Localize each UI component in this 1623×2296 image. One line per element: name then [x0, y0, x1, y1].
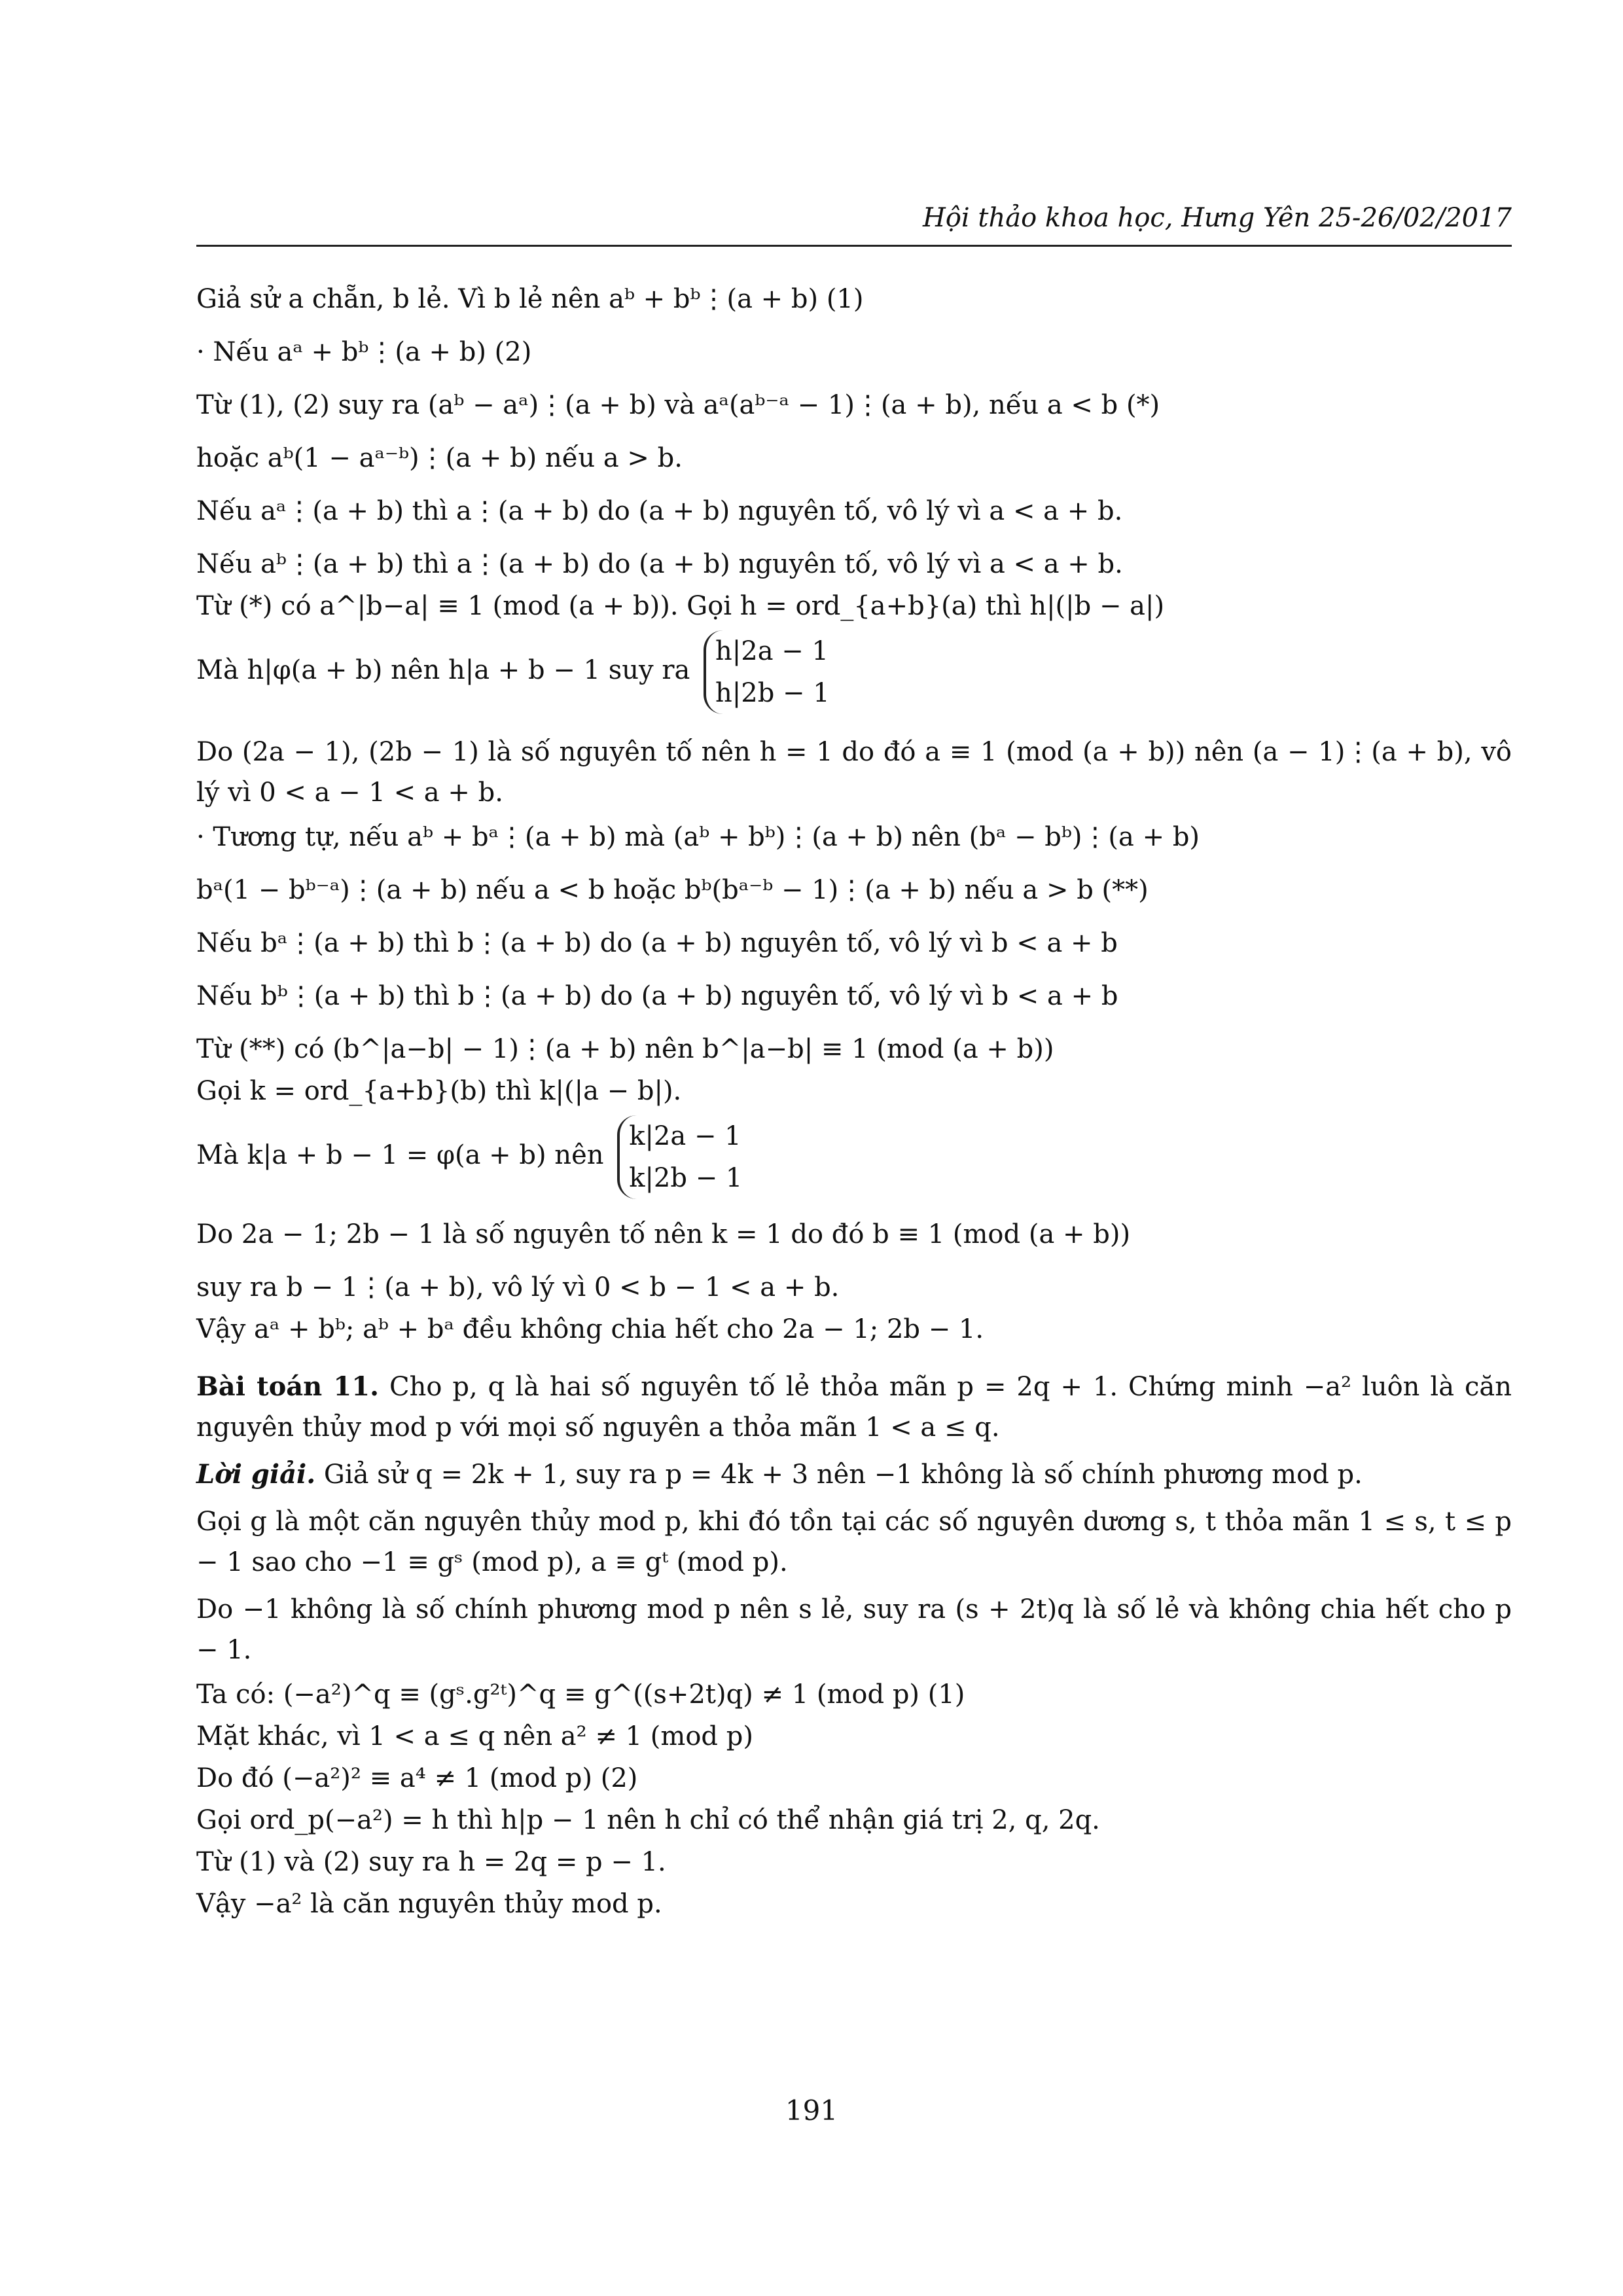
proof-line: hoặc aᵇ(1 − aᵃ⁻ᵇ)⋮(a + b) nếu a > b. [196, 443, 683, 473]
proof-line: · Tương tự, nếu aᵇ + bᵃ⋮(a + b) mà (aᵇ + bᵇ)⋮(a + b) nên (bᵃ − bᵇ)⋮(a + b) [196, 822, 1200, 852]
equation-system [704, 630, 830, 714]
proof-line: Từ (**) có (b^|a−b| − 1)⋮(a + b) nên b^|a−b| ≡ 1 (mod (a + b)) [196, 1034, 1054, 1064]
solution-line: Vậy −a² là căn nguyên thủy mod p. [196, 1889, 662, 1919]
system-row: h|2a − 1 [715, 636, 829, 666]
system-lead: Mà h|φ(a + b) nên h|a + b − 1 suy ra [196, 655, 690, 685]
system-row: h|2b − 1 [715, 678, 830, 708]
system-lead: Mà k|a + b − 1 = φ(a + b) nên [196, 1140, 604, 1170]
proof-line: Vậy aᵃ + bᵇ; aᵇ + bᵃ đều không chia hết cho 2a − 1; 2b − 1. [196, 1314, 984, 1344]
proof-line: bᵃ(1 − bᵇ⁻ᵃ)⋮(a + b) nếu a < b hoặc bᵇ(bᵃ⁻ᵇ − 1)⋮(a + b) nếu a > b (**) [196, 875, 1149, 905]
problem-statement [196, 1367, 1512, 1448]
proof-line: suy ra b − 1⋮(a + b), vô lý vì 0 < b − 1 < a + b. [196, 1272, 840, 1302]
proof-line: Nếu bᵃ⋮(a + b) thì b⋮(a + b) do (a + b) nguyên tố, vô lý vì b < a + b [196, 928, 1118, 958]
page-body [196, 281, 1512, 1928]
proof-line: Giả sử a chẵn, b lẻ. Vì b lẻ nên aᵇ + bᵇ⋮(a + b) (1) [196, 284, 864, 314]
proof-line: Nếu bᵇ⋮(a + b) thì b⋮(a + b) do (a + b) nguyên tố, vô lý vì b < a + b [196, 981, 1118, 1011]
solution-line: Do −1 không là số chính phương mod p nên s lẻ, suy ra (s + 2t)q là số lẻ và không chia hết cho p − 1. [196, 1594, 1512, 1665]
solution-text: Giả sử q = 2k + 1, suy ra p = 4k + 3 nên −1 không là số chính phương mod p. [323, 1460, 1363, 1490]
solution-line [196, 1454, 1512, 1495]
proof-line: · Nếu aᵃ + bᵇ⋮(a + b) (2) [196, 337, 532, 367]
system-line [196, 630, 1512, 714]
running-header: Hội thảo khoa học, Hưng Yên 25-26/02/2017 [922, 203, 1512, 233]
proof-line: Từ (*) có a^|b−a| ≡ 1 (mod (a + b)). Gọi h = ord_{a+b}(a) thì h|(|b − a|) [196, 591, 1165, 621]
page-number: 191 [785, 2094, 838, 2126]
problem-text: Cho p, q là hai số nguyên tố lẻ thỏa mãn p = 2q + 1. Chứng minh −a² luôn là căn nguyên thủy mod p với mọi số nguyên a thỏa mãn 1 < a ≤ q. [196, 1372, 1512, 1443]
solution-line: Từ (1) và (2) suy ra h = 2q = p − 1. [196, 1847, 666, 1877]
system-line [196, 1115, 1512, 1199]
solution-line: Mặt khác, vì 1 < a ≤ q nên a² ≠ 1 (mod p) [196, 1721, 753, 1751]
proof-paragraph: Do (2a − 1), (2b − 1) là số nguyên tố nên h = 1 do đó a ≡ 1 (mod (a + b)) nên (a − 1)⋮(a + b), vô lý vì 0 < a − 1 < a + b. [196, 737, 1512, 808]
problem-title: Bài toán 11. [196, 1371, 380, 1402]
system-row: k|2b − 1 [629, 1163, 743, 1193]
proof-line: Nếu aᵇ⋮(a + b) thì a⋮(a + b) do (a + b) nguyên tố, vô lý vì a < a + b. [196, 549, 1123, 579]
equation-system [617, 1115, 742, 1199]
header-rule [196, 245, 1512, 247]
solution-line: Gọi g là một căn nguyên thủy mod p, khi đó tồn tại các số nguyên dương s, t thỏa mãn 1 ≤ s, t ≤ p − 1 sao cho −1 ≡ gˢ (mod p), a ≡ gᵗ (mod p). [196, 1507, 1512, 1577]
solution-line: Do đó (−a²)² ≡ a⁴ ≠ 1 (mod p) (2) [196, 1763, 638, 1793]
proof-line: Nếu aᵃ⋮(a + b) thì a⋮(a + b) do (a + b) nguyên tố, vô lý vì a < a + b. [196, 496, 1123, 526]
solution-line: Gọi ord_p(−a²) = h thì h|p − 1 nên h chỉ có thể nhận giá trị 2, q, 2q. [196, 1805, 1100, 1835]
system-row: k|2a − 1 [629, 1121, 741, 1151]
proof-line: Do 2a − 1; 2b − 1 là số nguyên tố nên k = 1 do đó b ≡ 1 (mod (a + b)) [196, 1219, 1131, 1249]
solution-line: Ta có: (−a²)^q ≡ (gˢ.g²ᵗ)^q ≡ g^((s+2t)q) ≠ 1 (mod p) (1) [196, 1679, 965, 1710]
proof-line: Từ (1), (2) suy ra (aᵇ − aᵃ)⋮(a + b) và aᵃ(aᵇ⁻ᵃ − 1)⋮(a + b), nếu a < b (*) [196, 390, 1160, 420]
proof-line: Gọi k = ord_{a+b}(b) thì k|(|a − b|). [196, 1076, 682, 1106]
solution-label: Lời giải. [196, 1459, 316, 1490]
